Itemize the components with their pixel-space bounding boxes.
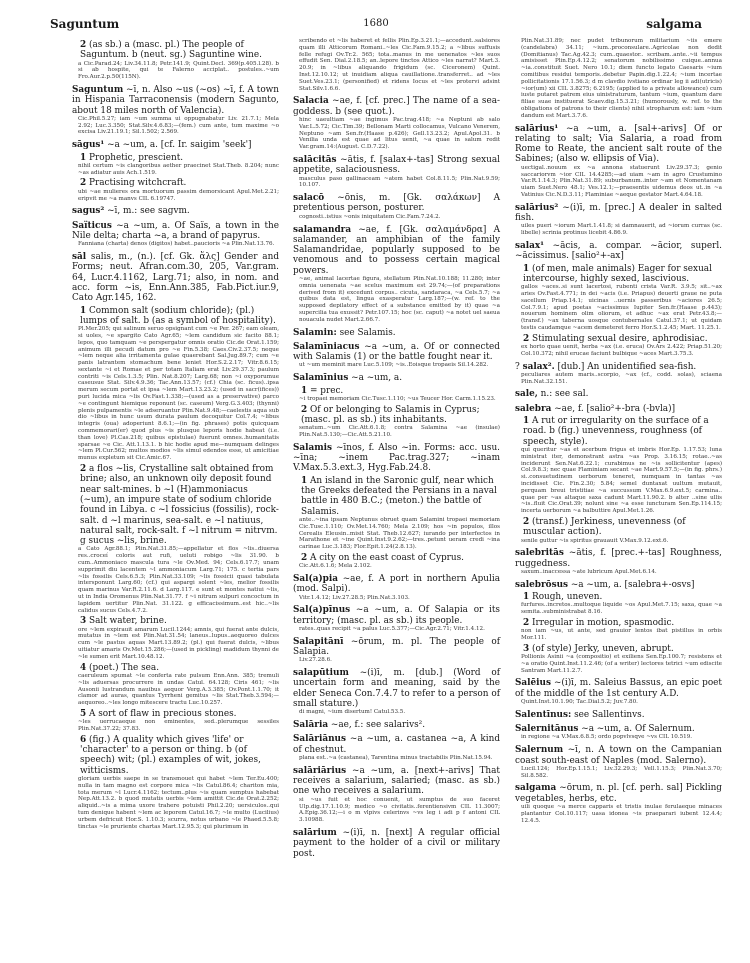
sense-number: 2	[80, 178, 87, 189]
dictionary-entry: salgama ~ōrum, n. pl. [cf. perh. sal] Pickling vegetables, herbs, etc.	[515, 783, 722, 804]
headword: salapūtium	[293, 668, 349, 679]
headword: Salacia	[293, 96, 329, 107]
dictionary-entry: Salamīnius ~a ~um, a.	[293, 373, 403, 384]
dictionary-entry: Salēius ~(i)ī, m. Saleius Bassus, an epic poet of the middle of the 1st century A.D.	[515, 678, 722, 699]
citation-block: Pl.Mer.205; qui salinum seruo opsignant cum ~e Per. 267; eam oleam, si uoles, ~e spargito Cato Agr.65; ~lem candidum sic facito 88.1; lepos, quo tamquam ~e perspergatur omnis oratio Cic.de Orat.1.159; animum illi pecudi datum pro ~e Fin.5.38; Caes.Civ.2.37.5; neque ~lem neque alia irritamenta gulae quaerebant Sal.Jug.89.7; cum ~e panis latrantem stomachum bene leniet Hor.S.2.2.17; Vitr.8.6.15; sextante ~i et Romae et per totam Italiam erat Liv.29.37.3; paulum contriti ~is Cels.1.3.5; Plin. Nat.8.207; Larg.68; non ~i oxyporumue caseusue Stat. Silv.4.9.36; Tac.Ann.13.57; (cf.) Chia (sc. ficus)..ipsa merum secum portat et ipsa ~lem Mart.13.23.2; (used in sacr(ifices)) puri lucida mica ~lis Ov.Fast.1.338;—(used as a preservative) parco ~e contingunt hiemique reponunt (sc. caseum) Verg.G.3.403; (thynni) plenis pulpamentis ~le adseruantur Plin.Nat.9.48;—caelestis aqua sub dio ~libus in hunc usum durata paulum decoquitur Col.7.4; ~libus integris (oua) adoperiunt 8.6.1;—(in fig. phrases) potis quicquam commemorari(er) quod plus ~is plusque leporis hodie habeat (i.e. than love) Pl.Cas.218; quibus epistulae) fuerunt omnes..humanitatis sparsae ~e Cic. Att.1.13.1. b hic hodie apud me—numquam delinges ~lem Pl.Cur.562; multos modios ~lis simul edendos esse, ut amicitiae munus expletum sit Cic.Amic.67.	[78, 326, 279, 462]
entry-sense: 1 Common salt (sodium chloride); (pl.) lumps of salt. b (as a symbol of hospitality).	[80, 305, 276, 326]
dictionary-entry: Salamis ~īnos, f. Also ~in. Forms: acc. usu. ~īna; ~inem Pac.trag.327; ~inam V.Max.5.3.ext.3, Hyg.Fab.24.8.	[293, 442, 500, 474]
citation-block: si ~us fuit et hoc conuenit, ut sumptus de suo faceret Ulp.dig.17.1.10.9; medico ~o civitatis..ferentiensivm CIL 11.3007; A.Epig.36.12;—i o m vlpivs celerinvs ~vs leg i adi p f antoni CIL 3.10988.	[299, 796, 500, 824]
sense-number: 5	[80, 708, 87, 719]
sense-number: 2	[80, 40, 87, 50]
citation-block: a Cic.Parad.24; Liv.34.11.8; Petr.141.9; Quint.Decl. 369(p.405.l.28). b si ab hospite, qui te Falerno acciplat.. postules..~um Fro.Aur.2.p.50(115N).	[78, 60, 279, 81]
dictionary-entry: sāgus¹ ~a ~um, a. [cf. Ir. saigim 'seek']	[72, 140, 252, 151]
citation-block: scribendo et ~lis haberet et fellis Plin.Ep.3.21.1;—accedunt..salsiores quam illi Atticorum Romani..~les Cic.Fam.9.15.2; a ~libus suffusis felle refugi Ov.Tr.2. 565; tota..manus in me uenenatos ~les suos effudit Sen. Dial.2.18.5; an..lepore tinctos Attico ~les narrat? Mart.3. 20.9; in ~libus aliquando frigidum (sc. Ciceronem) Quint. Inst.12.10.12; ut inuidiam aliqua cauillatione..transferret.. ad ~les Suet.Ves.23.1; (personified) et ridens Iocus et ~les protervi adsint Stat.Silv.1.6.6.	[299, 38, 500, 92]
citation-block: in regione ~a V.Max.6.8.5; ordo popvlvsqve ~vs CIL 10.519.	[521, 734, 693, 741]
dictionary-entry: salebritās ~ātis, f. [prec.+-tas] Roughness, ruggedness.	[515, 548, 722, 569]
right-running-headword: salgama	[646, 17, 702, 31]
entry-sense: 5 A sort of flaw in precious stones.	[80, 708, 237, 719]
dictionary-entry: sāl salis, m., (n.). [cf. Gk. ἅλς] Gender and Forms; neut. Afran.com.30, 205, Var.gram. 64, Lucr.4.1162, Larg.71; also, in nom. and acc. form ~is, Enn.Ann.385, Fab.Pict.iur.9, Cato Agr.145, 162.	[72, 252, 279, 304]
sense-number: 1	[523, 416, 530, 427]
headword: salebra	[515, 403, 552, 414]
citation-block: gallos ~aces..si sunt lacertosi, rubenti crista Var.R. 3.9.5; sit..~ax aries Ov.Fast.4.771; in dei ~acis (i.e. Priapus) deuerti graue ne puta sacellum Priap.14.1; uicinas ..uernis passeribus ~aciores 26.5; Col.7.9.1; apud poetas ~acissimus Iupiter Sen.fr.(Haase p.443); nouerum hominem olim oliorum, et adhuc ~ax erat Petr.43.8;—(transf.) ~ax taberna uosque contubernales Catul.37.1; ut quidam testis caudamque ~acem demeteret ferro Hor.S.1.2.45; Mart. 11.25.1.	[521, 284, 722, 331]
citation-block: Cic.Phil.5.27; iam ~um summa ui oppugnabatur Liv. 21.7.1; Mela 2.92; Luc.3.350; Stat.Silv.4.6.83;—(fem.) cum ante, tum maxime ~o excisa Liv.21.19.1; Sil.1.502; 2.569.	[78, 115, 279, 136]
citation-block: ubi ~ae mulieres ora mortuorum passim demorsicant Apul.Met.2.21; eripvit me ~a manvs CIL 6.19747.	[78, 188, 279, 202]
citation-block: ut ~um meminit mare Luc.5.109; ~is..Eoisque tropaeis Sil.14.282.	[299, 362, 489, 369]
entry-sense: 2 (transf.) Jerkiness, unevenness (of muscular action).	[523, 516, 686, 538]
citation-block: Fanniana (charta) denos (digitos) habet..paucioris ~a Plin.Nat.13.76.	[78, 241, 275, 248]
headword: salācitās	[293, 154, 337, 165]
column-1	[72, 38, 279, 831]
entry-sense: 2 Stimulating sexual desire, aphrodisiac.	[523, 333, 708, 344]
citation-block: gloriam uerbis saepe in se transmouet qui habet ~lem Ter.Eu.400; nulla in tam magno est corpore mica ~lis Catul.86.4; chariton mia, tota merum ~l Lucr.4.1162; tectum..plus ~is quam sumptus habebat Nep.Att.13.2. b quod mutatis uerbis ~lem amittit Cic.de Orat.2.252; aliquid..~is a mima uxore trahere potuisti Phil.2.20; uersiculos..qui tum denique habent ~lem ac leporem Catul.16.7; ~le multo (Lucilius) urbem defricuit Hor.S. 1.10.3; scurra, notus urbano ~le Phaed.5.5.8; tinctas ~le pruriente chartas Mart.12.95.3; qui plurimum in	[78, 776, 279, 830]
dictionary-entry: Salernum ~ī, n. A town on the Campanian coast south-east of Naples (mod. Salerno).	[515, 745, 722, 766]
citation-block: hinc uaeultiam ~ae ingimus Pac.trag.418; ~a Neptuni ab salo Var.L.5.72; Cic.Tim.39; Bellonam Marti collocamus, Vulcano Venerem, Neptuno ~am Sen.fr.(Haase p.426); Gell.13.23.2; Apul.Apol.31. b Venilia unda est quae ad litus uenit, ~a quae in salum redit Var.gram.14:(August. C.D.7.22).	[299, 116, 500, 151]
headword: salax¹	[515, 240, 545, 251]
citation-block: saxum..inaccessa ~ate lubricum Apul.Met.6.14.	[521, 568, 657, 575]
headword: Salamīnius	[293, 373, 349, 384]
headword: salārius²	[515, 202, 559, 213]
dictionary-entry: Salapitānī ~ōrum, m. pl. The people of Salapia.	[293, 636, 500, 658]
headword: sāl	[72, 252, 87, 263]
entry-sense: 1 An island in the Saronic gulf, near which the Greeks defeated the Persians in a naval battle in 480 B.C.; (meton.) the battle of Salamis.	[301, 475, 497, 517]
dictionary-entry: salapūtium ~(i)ī, m. [dub.] (Word of uncertain form and meaning, said by the elder Seneca Con.7.4.7 to refer to a person of small stature.)	[293, 668, 500, 710]
citation-block: cognosti..istius ~onis iniquitatem Cic.Fam.7.24.2.	[299, 213, 441, 220]
dictionary-entry: Saïticus ~a ~um, a. Of Saïs, a town in the Nile delta; charta ~a, a brand of papyrus.	[72, 220, 279, 241]
sense-number: 1	[80, 305, 87, 316]
citation-block: Quint.Inst.10.1.90; Tac.Dial.5.2; Juv.7.80.	[521, 699, 638, 706]
dictionary-entry: salārius¹ ~a ~um, a. [sal+-arivs] Of or relating to salt; Via Salaria, a road from Rome to Reate, the ancient salt route of the Sabines; (also w. ellipsis of Via).	[515, 123, 722, 165]
citation-block: ~les uerrucaeque non eminentes, sed..plerumque sessiles Plin.Nat.37.22; 37.83.	[78, 719, 279, 733]
dictionary-entry: salacō ~ōnis, m. [Gk. σαλάκων] A pretentious person, posturer.	[293, 193, 500, 214]
column-2	[293, 38, 500, 859]
headword: sagus²	[72, 206, 105, 217]
dictionary-entry: Sal(a)pia ~ae, f. A port in northern Apulia (mod. Salpi).	[293, 574, 500, 595]
dictionary-entry: Sal(a)pīnus ~a ~um, a. Of Salapia or its territory; (masc. pl. as sb.) its people.	[293, 605, 500, 626]
citation-block: plana est..~a (castanea), Tarentina minus tractabilis Plin.Nat.15.94.	[299, 755, 493, 762]
entry-sense: 1 A rut or irregularity on the surface of a road. b (fig.) unevenness, roughness (of speech, style).	[523, 416, 709, 447]
entry-sense: 3 (of style) Jerky, uneven, abrupt.	[523, 643, 674, 654]
headword: Saguntum	[72, 84, 124, 95]
dictionary-entry: sale, n.: see sal.	[515, 389, 589, 400]
dictionary-entry: Salamīniacus ~a ~um, a. Of or connected with Salamis (1) or the battle fought near it.	[293, 341, 500, 363]
citation-block: senile guttur ~is spiritus grauauit V.Max.9.12.ext.6.	[521, 537, 669, 544]
citation-block: Plin.Nat.31.89; nec pudet tribunorum militarium ~iis emere (candelabra) 34.11; ~ium..proconsulare..Agricolae non dedit (Domitianus) Tac.Ag.42.3; cum..quaestor.. scribam..ante..~ii tempus amisisset Plin.Ep.4.12.2; senatorum nobilissimo cuique..annua ~ia..constituit Suet. Nero 10.1; diem functo legato Caesaris ~ium comitibus residui temporis..debetur Papin.dig.1.22.4; ~ium incertae pollicitationis 17.1.56.3; d m clavdio ivstiano ordinar leg ii adi(utricis) ~ior(um) xii CIL 3.8275; 6.2195; (applied to a private allowance) cum iuste putaret patrem eius uinistraturum, tantum ~ium, quantum dare filiae suae instituerat Scaev.dig.15.3.21; (humorously, w. ref. to the obligations of patrons to their clients) nihil stropharum est: iam ~ium dandum est Mart.3.7.6.	[521, 38, 722, 119]
page-number: 1680	[363, 18, 389, 29]
citation-block: ~i tropaei memoriam Cic.Tusc.1.110; ~us Teucer Hor. Carm.1.15.23.	[299, 395, 496, 402]
headword: Sal(a)pia	[293, 574, 339, 585]
dictionary-entry: Salentīnus: see Sallentinvs.	[515, 709, 645, 720]
headword: sale,	[515, 389, 538, 400]
headword: salax².	[522, 361, 555, 372]
column-3	[515, 38, 722, 825]
entry-sense: 1 Rough, uneven.	[523, 592, 603, 602]
citation-block: furfures..incretos..multoque liquide ~os Apul.Met.7.15; saxa, quae ~a semita..subministrabat 8.16.	[521, 602, 722, 616]
citation-block: ore ~lem expirauit amarum Lucil.1244; amnis, qui fuerat ante dulcis, mutatus in ~lem est Plin.Nat.31.54; laneus..lupus..aequoreo dulces cum ~le pastus aquas Mart.13.89.2; (pl.) qui fuerat dulcis, ~libus uitiatur amaris Ov.Met.15.286;—(used in pickling) madidum thynni de ~le sumen erit Mart.10.48.12.	[78, 626, 279, 660]
sense-number: 6	[80, 734, 87, 745]
headword: salāriārius	[293, 765, 347, 776]
dictionary-entry: Salamin: see Salamis.	[293, 327, 396, 338]
headword: Salamin:	[293, 327, 337, 338]
entry-sense: 1 Prophetic, prescient.	[80, 152, 184, 163]
sense-number: 1	[301, 475, 308, 486]
sense-number: 2	[301, 552, 308, 563]
citation-block: ex horto quae uenit, herba ~ax (i.e. eruca) Ov.Ars 2.422; Priap.51.20; Col.10.372; nihil erucae faciunt bulbique ~aces Mart.3.75.3.	[521, 343, 722, 357]
dictionary-entry: Salāriānus ~a ~um, a. castanea ~a, A kind of chestnut.	[293, 734, 500, 755]
headword: salacō	[293, 193, 325, 204]
dictionary-entry: salācitās ~ātis, f. [salax+-tas] Strong sexual appetite, salaciousness.	[293, 154, 500, 176]
page-header	[50, 17, 702, 35]
headword: Salēius	[515, 678, 551, 689]
dictionary-entry: ? salax². [dub.] An unidentified sea-fish.	[515, 361, 697, 372]
entry-sense: 2 Of or belonging to Salamis in Cyprus; (masc. pl. as sb.) its inhabitants.	[301, 404, 480, 425]
headword: salārium	[293, 827, 337, 838]
citation-block: Pollionis Asinii ~a (compositio) et exiliens Sen.Ep.100.7; resistens et ~a oratio Quint.Inst.11.2.46; (of a writer) lectores tetrici ~um ediscite Santram Mart.11.2.7.	[521, 654, 722, 674]
citation-block: uiles pueri ~iorum Mart.1.41.8; si damnauerit, ad ~iorum curras (sc. libelle) scrinia protinus licebit 4.86.9.	[521, 223, 722, 237]
citation-block: di magni, ~ium disertum! Catul.53.5.	[299, 709, 406, 716]
headword: salārius¹	[515, 123, 559, 134]
entry-sense: 3 Salt water, brine.	[80, 616, 167, 627]
dictionary-entry: salāriārius ~a ~um, a. [next+-arivs] That receives a salarium, salaried; (masc. as sb.) one who receives a salarium.	[293, 765, 500, 797]
sense-number: 1	[301, 385, 308, 396]
headword: Sal(a)pīnus	[293, 605, 351, 616]
headword: salamandra	[293, 224, 352, 235]
headword: Salapitānī	[293, 636, 344, 647]
citation-block: uili quoque ~a merce capparis et tristis inulae ferulaeque minaces plantantur Col.10.117; uasa idonea ~is praeparari iubent 12.4.4; 12.4.5.	[521, 804, 722, 824]
sense-number: 4	[80, 662, 87, 673]
dictionary-entry: salebra ~ae, f. [salio²+-bra (-bvla)]	[515, 403, 676, 414]
dictionary-entry: Salernitānus ~a ~um, a. Of Salernum.	[515, 724, 695, 735]
entry-sense: 6 (fig.) A quality which gives 'life' or 'character' to a person or thing. b (of speech) wit; (pl.) examples of wit, jokes, witticisms.	[80, 734, 261, 776]
dictionary-entry: Salacia ~ae, f. [cf. prec.] The name of a sea-goddess. b (see quot.).	[293, 96, 500, 117]
citation-block: ante..~ina ipsam Neptunus obruet quam Salamini tropaei memoriam Cic.Tusc.1.110; Ov.Met.14.760; Mela 2.109; hos ~in populos, illos Cerealis Eleusin..misit Stat. Theb.12.627; iurando per interfectos in Marathone et ~ine Quint.Inst.9.2.62;—tres..petunt ueram credi ~ina carinae Luc.3.183; Flor.Epit.1.24(2.8.13).	[299, 516, 500, 551]
headword: Salentīnus:	[515, 709, 572, 720]
dictionary-entry: salārius² ~(i)ī, m. [prec.] A dealer in salted fish.	[515, 202, 722, 224]
sense-number: 1	[523, 592, 530, 602]
headword: salgama	[515, 783, 557, 794]
headword: Salamis	[293, 442, 333, 453]
citation-block: nihil certum ~is clangoribus aether praecinet Stat.Theb. 8.204; nunc ~as adiatur auis Ach.1.519.	[78, 162, 279, 176]
entry-sense: 2 Irregular in motion, spasmodic.	[523, 617, 675, 628]
sense-number: 2	[80, 464, 87, 475]
citation-block: masculus paso gallinaceam ~atem habet Col.8.11.5; Plin.Nat.9.59; 10.107.	[299, 175, 500, 189]
citation-block: a Cato Agr.88.1; Plin.Nat.31.85;—appellatur et flos ~lis..diuersa res..croceí coloris aut rufi, ueluti robigo ~lis 31.90. b cum..Ammoniaco mascula tura ~le Ov.Med. 94; Cels.6.17.7; unam supprimit diu lacentem ~l ammoniacum Larg.71; 175. c tertia pars ~lis fossilis Cels.6.5.3; Plin.Nat.33.109; ~lis fossicii quasi tabulata intersponunt Larg.60; (cf.) qui aspargi solent ~les, melior fossilis quam marinus Var.R.2.11.6. d Larg.117. e sunt et montes natiui ~lis, ut in India Oromenus Plin.Nat.31.77. f ~i nitrum sulpuri concoctum in lapidem uertitur Plin.Nat. 31.122. g efficacissimum..est hic..~lis calidus sucus Cels.4.7.2.	[78, 546, 279, 614]
sense-number: 2	[523, 617, 530, 628]
dictionary-entry: salārium ~(i)ī, n. [next] A regular official payment to the holder of a civil or military post.	[293, 827, 500, 859]
sense-number: 2	[523, 333, 530, 344]
citation-block: Lucil.124; Hor.Ep.1.15.1; Liv.32.29.3; Vell.1.15.3; Plin.Nat.3.70; Sil.8.582.	[521, 765, 722, 779]
headword: salebrōsus	[515, 579, 569, 590]
headword: Salāria	[293, 720, 329, 731]
headword: Salernum	[515, 745, 564, 756]
entry-sense: 2 Practising witchcraft.	[80, 178, 187, 189]
entry-sense: 1 (of men, male animals) Eager for sexual intercourse, highly sexed, lascivious.	[523, 263, 712, 284]
sense-number: 1	[523, 263, 530, 274]
headword: salebritās	[515, 548, 564, 559]
citation-block: qui queritur ~as et acerbum frigus et imbris Hor.Ep. 1.17.53; luna ministrat iter, demonstrant astra ~as Prop. 3.16.15; rotae..~as inciderunt Sen.Nat.6.22.1; curabimus ne ~is sollicitentur (apes) Col.9.8.3; nec quae Flaminiam secant ~ae Mart.9.57.5;—(in fig. phrs.) si..consuetudinem uerborum teneret, numquam in tantas ~as incidisset Cic. Fin.2.30; 5.84; semel duntaxat uultum mutauit, perquam breui tristitiae ~a succussum V.Max.6.9.ext.5; carmina.. quae per ~as altaque saxa cadunt Mart.11.90.2. b alter ..sine ullis ~is..fluit Cic.Orat.39; nolunt sine ~a esse iuncturam Sen.Ep.114.15; incerta uerborum ~a balbuttire Apul.Met.1.26.	[521, 446, 722, 515]
headword: sāgus¹	[72, 140, 105, 151]
entry-sense: 2 a flos ~lis, Crystalline salt obtained from brine; also, an unknown oily deposit found near salt-mines. b ~l (H)ammoniacus (~um), an impure state of sodium chloride found in Libya. c ~l fossicius (fossilis), rock-salt. d ~l marinus, sea-salt. e ~l natiuus, natural salt, rock-salt. f ~l nitrum = nitrvm. g sucus ~lis, brine.	[80, 464, 279, 547]
sense-number: 3	[523, 643, 530, 654]
dictionary-entry: Saguntum ~ī, n. Also ~us (~os) ~ī, f. A town in Hispania Tarraconensis (modern Sagunto, about 18 miles north of Valencia).	[72, 84, 279, 116]
entry-sense: 1 = prec.	[301, 385, 344, 396]
sense-number: 1	[80, 152, 87, 163]
dictionary-entry: Salāria ~ae, f.: see salarivs².	[293, 720, 426, 731]
citation-block: uectigal..nouum ex ~a annona statuerunt Liv.29.37.3; genio saccariorvm ~ior CIL 14.4285;—ad uiam ~am in agro Crustumino Var.R.1.14.3; Plin.Nat.31.89; suburbanum..inter ~am et Nomentanam uiam Suet.Nero 48.1; Ves.12.1;—praesentis uidemus deos ut..in ~a Vatinius Cic.N.D.3.11; Flaminiae ~aeque gestator Mart.4.64.18.	[521, 164, 722, 198]
dictionary-entry: salax¹ ~ācis, a. compar. ~ācior, superl. ~ācissimus. [salio²+-ax]	[515, 240, 722, 262]
citation-block: peculiares autem maris..scorpio, ~ax (cf., codd. solas), sciaena Plin.Nat.32.151.	[521, 371, 722, 385]
citation-block: Liv.27.28.6.	[299, 657, 332, 664]
headword: Salāriānus	[293, 734, 346, 745]
entry-sense: 2 (as sb.) a (masc. pl.) The people of Saguntum. b (neut. sg.) Saguntine wine.	[80, 40, 262, 61]
dictionary-entry: sagus² ~ī, m.: see sagvm.	[72, 206, 190, 217]
sense-number: 2	[301, 404, 308, 415]
headword: Salamīniacus	[293, 341, 360, 352]
citation-block: Cic.Att.6.1.6; Mela 2.102.	[299, 563, 372, 570]
citation-block: ~ae, animal lacertae figura, stellatum Plin.Nat.10.188; 11.280; inter omnia uenenata ~ae scelus maximum est 29.74;—(of preparations derived from it) excedunt corpus.. cicuta, sandaraca, ~a Cels.5.7; ~a quibus data est, lingua exasperatur Larg.187;—(w. ref. to the supposed depilatory effect of a substance emitted by it) quae ~a supercilia tua exussit? Petr.107.15; hoc (sc. caput) ~a notet uel saeua nouacula nudet Mart.2.66.7.	[299, 276, 500, 323]
citation-block: Vitr.1.4.12; Liv.27.28.5; Plin.Nat.3.103.	[299, 594, 410, 601]
sense-number: 3	[80, 616, 87, 627]
entry-sense: 4 (poet.) The sea.	[80, 662, 160, 673]
citation-block: rates..quas recipit ~a palus Luc.5.377;—Cic.Agr.2.71; Vitr.1.4.12.	[299, 626, 485, 632]
left-running-headword: Saguntum	[50, 17, 120, 31]
citation-block: non iam ~us, ut ante, sed grauior lentos ibat pistillus in orbis Mor.111.	[521, 628, 722, 641]
citation-block: caeruleum spumat ~le conferta rate pulsum Enn.Ann. 385; tremuli ~lis aduersas procurrere in undas Catul. 64.128; Ciris 461; ~lis Ausonii lustrandum nauibus aequor Verg.A.3.385; Ov.Pont.1.1.70; it clamor ad auras, quantus Tyrrheni gemitus ~lis Stat.Theb.3.594;—aequoreo..~les longo mitescere tractu Luc.10.257.	[78, 672, 279, 707]
sense-number: 2	[523, 516, 530, 527]
dictionary-entry: salamandra ~ae, f. [Gk. σαλαμάνδρα] A salamander, an amphibian of the family Salamandridae, popularly supposed to be venomous and to possess certain magical powers.	[293, 224, 500, 276]
citation-block: senatum..~um Cic.Att.6.1.8; contra Salamina ~ae (insulae) Plin.Nat.5.130;—Cic.Att.5.21.10.	[299, 425, 500, 439]
headword: Saïticus	[72, 220, 112, 231]
dictionary-entry: salebrōsus ~a ~um, a. [salebra+-osvs]	[515, 579, 695, 590]
entry-sense: 2 A city on the east coast of Cyprus.	[301, 552, 464, 563]
headword: Salernitānus	[515, 724, 579, 735]
